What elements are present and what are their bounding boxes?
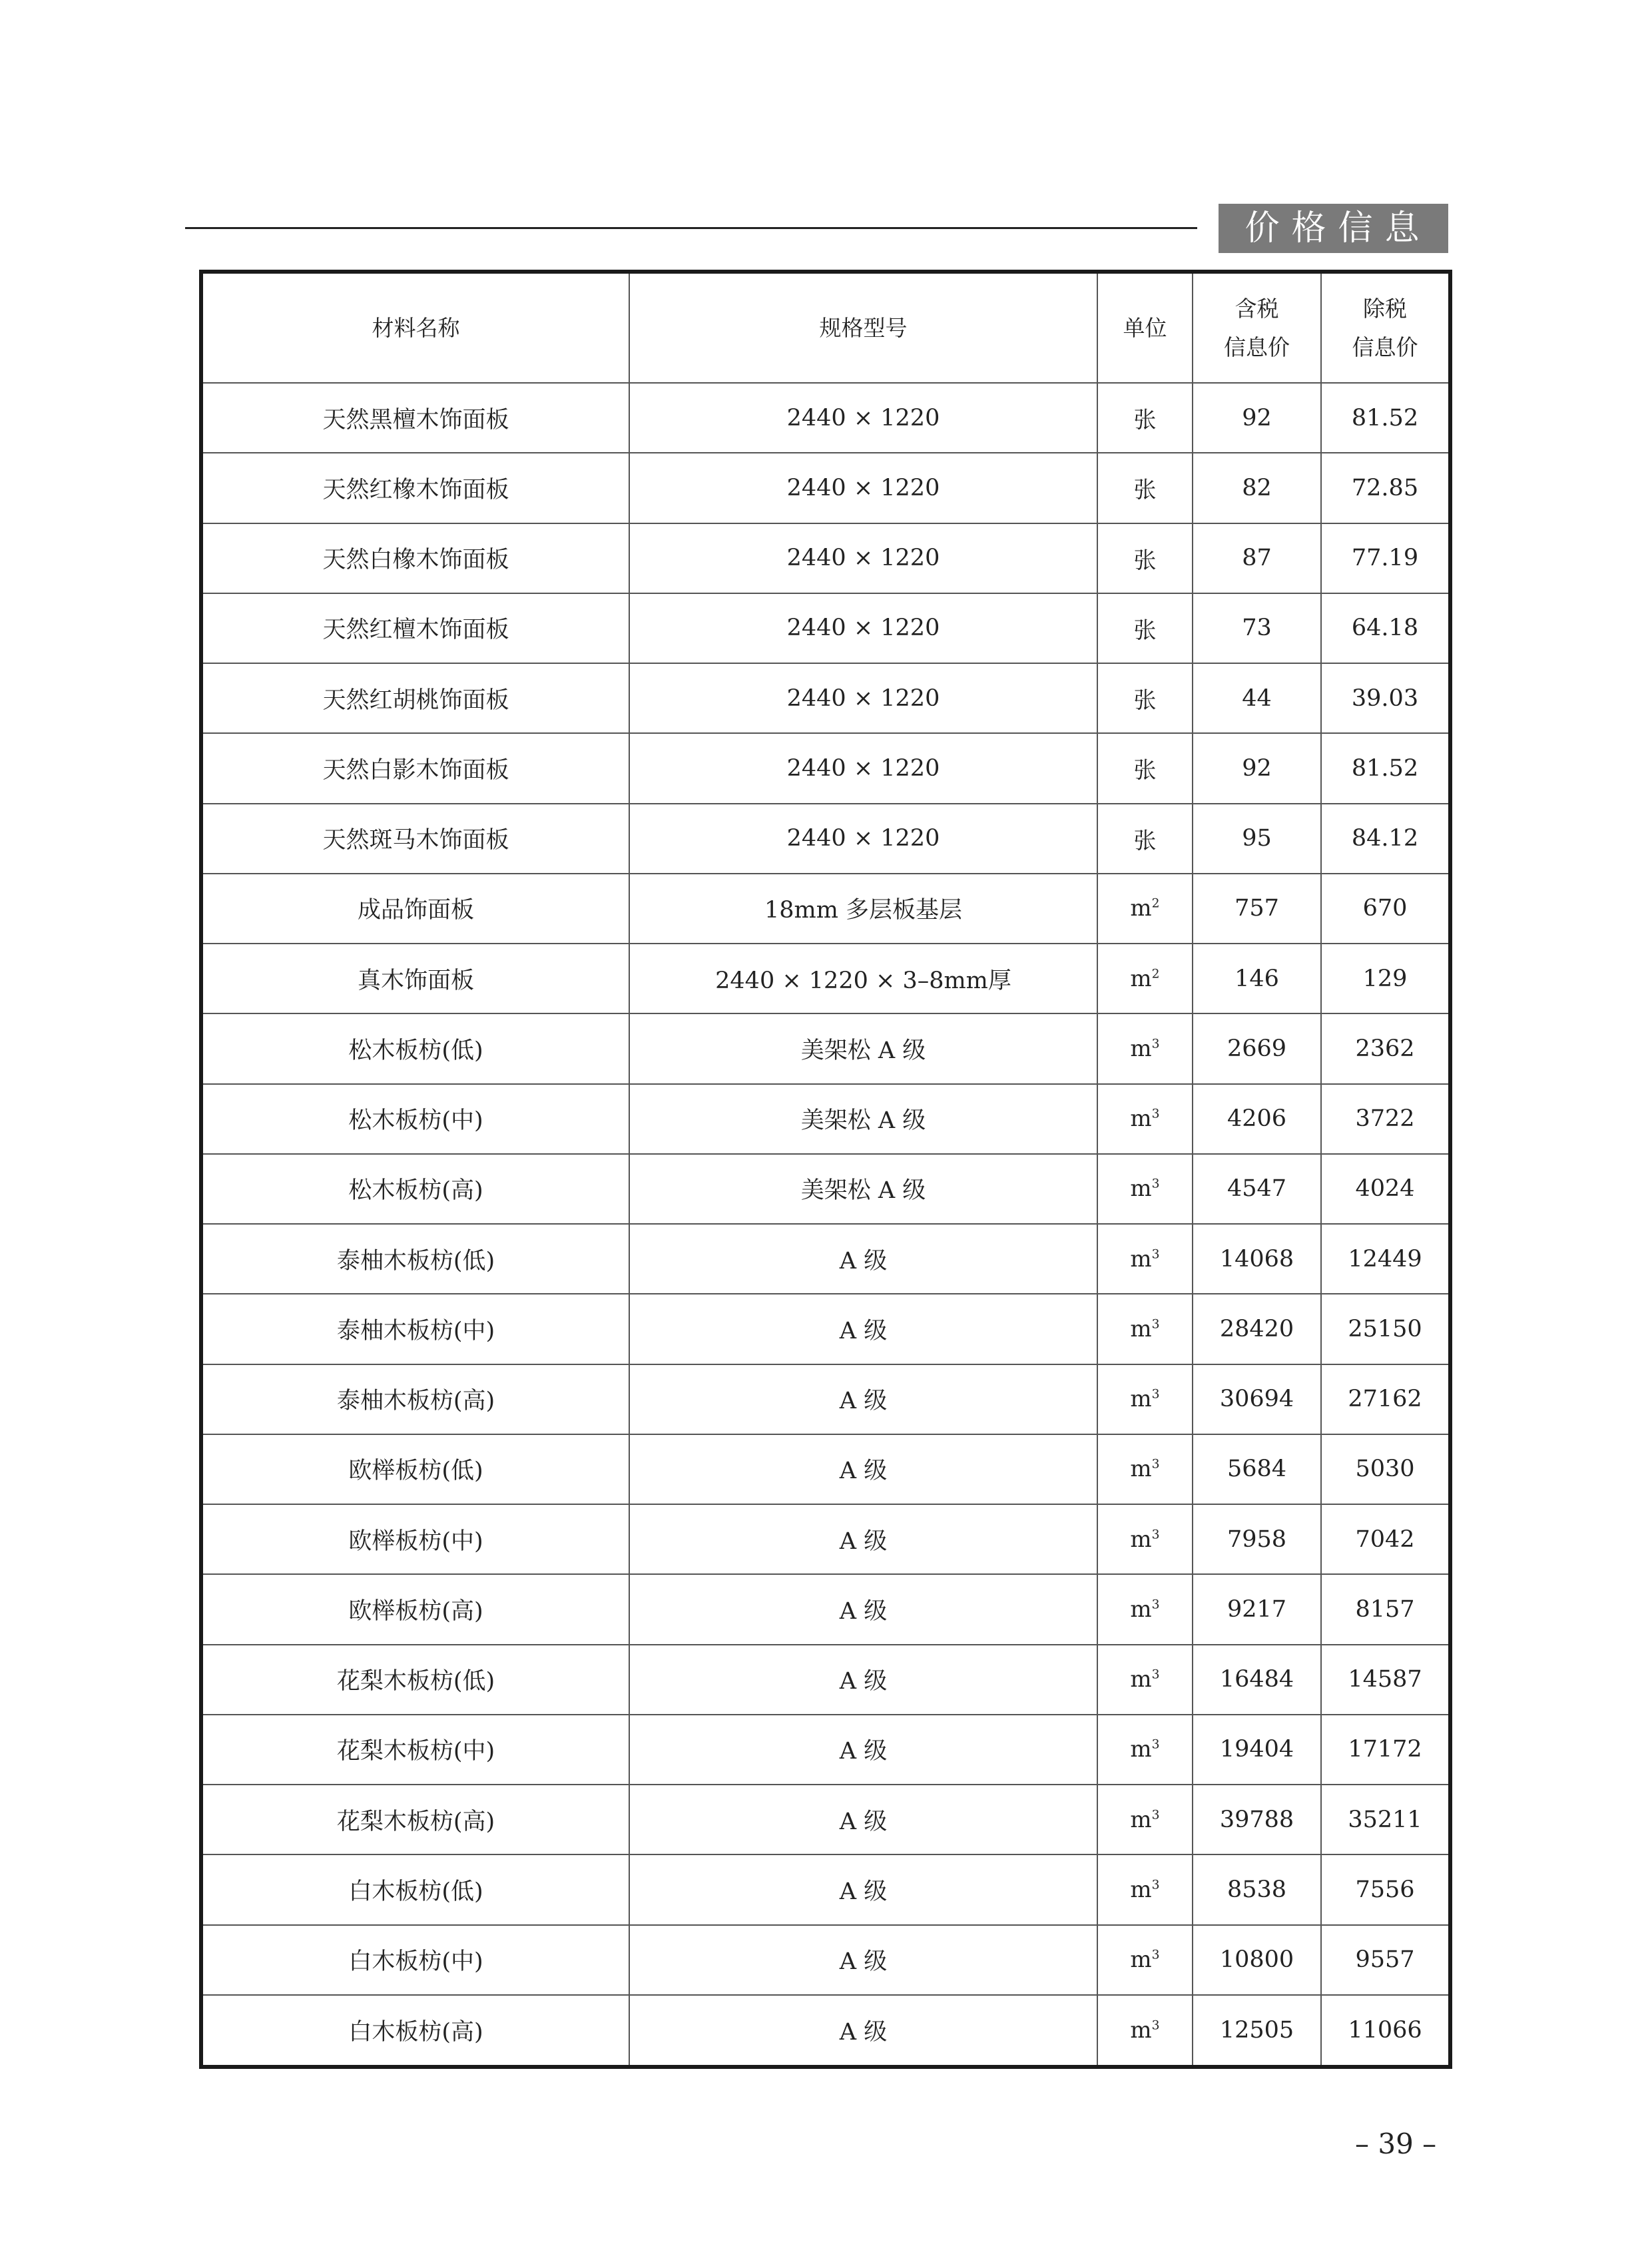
table-body [203,383,1448,2065]
unit-exponent: 2 [1151,897,1160,912]
cell-tax-excluded-price: 2362 [1321,1013,1448,1083]
cell-tax-excluded-price: 12449 [1321,1224,1448,1294]
cell-tax-included-price: 14068 [1193,1224,1321,1294]
header-tax-excluded-price [1321,274,1448,383]
cell-spec-model: A 级 [629,1574,1097,1644]
unit-exponent: 3 [1151,1738,1160,1753]
table-row [203,733,1448,803]
table-row [203,944,1448,1013]
unit-symbol: m [1130,1946,1152,1974]
cell-tax-excluded-price: 11066 [1321,1995,1448,2065]
cell-tax-excluded-price: 39.03 [1321,663,1448,733]
cell-tax-included-price: 146 [1193,944,1321,1013]
unit-symbol: 张 [1133,477,1157,504]
header-tax-included-line2: 信息价 [1224,334,1290,360]
cell-unit [1097,593,1193,663]
table-header-row [203,274,1448,383]
cell-tax-included-price: 5684 [1193,1434,1321,1504]
cell-unit [1097,1854,1193,1924]
cell-unit [1097,1504,1193,1574]
cell-material-name: 天然斑马木饰面板 [203,804,629,874]
unit-exponent: 3 [1151,1597,1160,1612]
cell-material-name: 天然黑檀木饰面板 [203,383,629,453]
cell-spec-model: 2440 × 1220 × 3–8mm厚 [629,944,1097,1013]
table-row [203,453,1448,523]
unit-symbol: m [1130,1245,1152,1272]
table-row [203,1013,1448,1083]
cell-tax-included-price: 4206 [1193,1084,1321,1154]
cell-tax-excluded-price: 35211 [1321,1785,1448,1854]
cell-tax-included-price: 44 [1193,663,1321,733]
cell-material-name: 泰柚木板枋(高) [203,1364,629,1434]
header-material-name: 材料名称 [203,274,629,383]
cell-tax-excluded-price: 8157 [1321,1574,1448,1644]
cell-spec-model: 2440 × 1220 [629,733,1097,803]
cell-spec-model: 2440 × 1220 [629,383,1097,453]
cell-unit [1097,383,1193,453]
unit-exponent: 3 [1151,1317,1160,1332]
cell-material-name: 天然红胡桃饰面板 [203,663,629,733]
cell-spec-model: 2440 × 1220 [629,453,1097,523]
cell-unit [1097,453,1193,523]
table-row [203,1294,1448,1364]
cell-unit [1097,1364,1193,1434]
cell-tax-excluded-price: 27162 [1321,1364,1448,1434]
cell-material-name: 真木饰面板 [203,944,629,1013]
cell-tax-excluded-price: 129 [1321,944,1448,1013]
cell-tax-excluded-price: 14587 [1321,1645,1448,1715]
table-row [203,1785,1448,1854]
table-row [203,1154,1448,1224]
unit-symbol: 张 [1133,757,1157,784]
cell-unit [1097,1013,1193,1083]
unit-symbol: m [1130,1526,1152,1553]
cell-spec-model: A 级 [629,1925,1097,1995]
cell-unit [1097,944,1193,1013]
unit-symbol: 张 [1133,407,1157,434]
cell-material-name: 白木板枋(高) [203,1995,629,2065]
cell-spec-model: A 级 [629,1645,1097,1715]
cell-unit [1097,1995,1193,2065]
header-rule [185,227,1197,229]
cell-unit [1097,523,1193,593]
cell-unit [1097,1084,1193,1154]
cell-unit [1097,1294,1193,1364]
unit-exponent: 3 [1151,1107,1160,1121]
unit-exponent: 3 [1151,1528,1160,1542]
cell-spec-model: 2440 × 1220 [629,663,1097,733]
table-row [203,804,1448,874]
cell-unit [1097,1645,1193,1715]
cell-tax-included-price: 8538 [1193,1854,1321,1924]
cell-material-name: 花梨木板枋(中) [203,1715,629,1785]
cell-material-name: 欧榉板枋(中) [203,1504,629,1574]
unit-symbol: 张 [1133,547,1157,574]
header-tax-excluded-line1: 除税 [1363,295,1407,322]
cell-material-name: 白木板枋(中) [203,1925,629,1995]
cell-tax-included-price: 87 [1193,523,1321,593]
unit-symbol: m [1130,1666,1152,1693]
unit-symbol: 张 [1133,687,1157,714]
table-row [203,523,1448,593]
cell-material-name: 天然白橡木饰面板 [203,523,629,593]
header-spec-model: 规格型号 [629,274,1097,383]
cell-unit [1097,1574,1193,1644]
table-row [203,1854,1448,1924]
cell-material-name: 松木板枋(低) [203,1013,629,1083]
table-row [203,1645,1448,1715]
cell-spec-model: 2440 × 1220 [629,593,1097,663]
cell-spec-model: 美架松 A 级 [629,1084,1097,1154]
unit-symbol: m [1130,1876,1152,1903]
cell-spec-model: 18mm 多层板基层 [629,874,1097,944]
cell-tax-included-price: 28420 [1193,1294,1321,1364]
cell-tax-included-price: 92 [1193,733,1321,803]
cell-tax-included-price: 12505 [1193,1995,1321,2065]
table-row [203,663,1448,733]
unit-symbol: m [1130,1456,1152,1483]
cell-material-name: 泰柚木板枋(低) [203,1224,629,1294]
table-row [203,1364,1448,1434]
cell-tax-included-price: 2669 [1193,1013,1321,1083]
cell-unit [1097,1785,1193,1854]
cell-spec-model: 2440 × 1220 [629,523,1097,593]
cell-spec-model: A 级 [629,1854,1097,1924]
unit-symbol: m [1130,1386,1152,1413]
cell-unit [1097,1154,1193,1224]
table-row [203,1504,1448,1574]
cell-tax-excluded-price: 81.52 [1321,383,1448,453]
unit-exponent: 3 [1151,2018,1160,2033]
unit-exponent: 3 [1151,1667,1160,1682]
table-row [203,1995,1448,2065]
cell-tax-excluded-price: 81.52 [1321,733,1448,803]
cell-material-name: 白木板枋(低) [203,1854,629,1924]
cell-spec-model: A 级 [629,1504,1097,1574]
unit-symbol: m [1130,1806,1152,1833]
cell-spec-model: 美架松 A 级 [629,1154,1097,1224]
table-row [203,1224,1448,1294]
cell-tax-excluded-price: 4024 [1321,1154,1448,1224]
table-row [203,593,1448,663]
cell-unit [1097,1224,1193,1294]
cell-material-name: 天然红橡木饰面板 [203,453,629,523]
table-row [203,1084,1448,1154]
cell-tax-excluded-price: 72.85 [1321,453,1448,523]
cell-tax-included-price: 757 [1193,874,1321,944]
cell-tax-included-price: 73 [1193,593,1321,663]
header-tax-excluded-line2: 信息价 [1352,334,1418,360]
cell-material-name: 泰柚木板枋(中) [203,1294,629,1364]
cell-tax-included-price: 95 [1193,804,1321,874]
cell-tax-excluded-price: 25150 [1321,1294,1448,1364]
cell-tax-included-price: 4547 [1193,1154,1321,1224]
cell-tax-excluded-price: 9557 [1321,1925,1448,1995]
section-title-badge: 价格信息 [1219,204,1448,253]
cell-tax-excluded-price: 3722 [1321,1084,1448,1154]
cell-unit [1097,874,1193,944]
unit-symbol: 张 [1133,827,1157,854]
page-number: – 39 – [1355,2127,1437,2160]
table-row [203,1434,1448,1504]
cell-material-name: 花梨木板枋(高) [203,1785,629,1854]
cell-tax-excluded-price: 670 [1321,874,1448,944]
cell-tax-excluded-price: 17172 [1321,1715,1448,1785]
cell-tax-excluded-price: 77.19 [1321,523,1448,593]
cell-spec-model: A 级 [629,1224,1097,1294]
cell-tax-excluded-price: 7042 [1321,1504,1448,1574]
unit-symbol: m [1130,1105,1152,1133]
cell-spec-model: A 级 [629,1785,1097,1854]
table-row [203,1574,1448,1644]
unit-symbol: m [1130,1736,1152,1763]
cell-tax-included-price: 10800 [1193,1925,1321,1995]
unit-symbol: m [1130,1035,1152,1062]
cell-tax-included-price: 7958 [1193,1504,1321,1574]
header-tax-included-line1: 含税 [1235,295,1279,322]
cell-unit [1097,1925,1193,1995]
cell-unit [1097,1434,1193,1504]
unit-exponent: 3 [1151,1037,1160,1051]
cell-spec-model: A 级 [629,1715,1097,1785]
cell-spec-model: A 级 [629,1995,1097,2065]
price-table-frame [199,270,1452,2069]
unit-symbol: m [1130,965,1152,992]
cell-tax-excluded-price: 64.18 [1321,593,1448,663]
cell-tax-excluded-price: 7556 [1321,1854,1448,1924]
unit-exponent: 3 [1151,1948,1160,1962]
cell-material-name: 成品饰面板 [203,874,629,944]
cell-tax-included-price: 92 [1193,383,1321,453]
cell-material-name: 欧榉板枋(低) [203,1434,629,1504]
cell-material-name: 天然红檀木饰面板 [203,593,629,663]
unit-exponent: 3 [1151,1247,1160,1262]
unit-symbol: 张 [1133,617,1157,644]
cell-material-name: 天然白影木饰面板 [203,733,629,803]
cell-tax-included-price: 30694 [1193,1364,1321,1434]
cell-tax-included-price: 9217 [1193,1574,1321,1644]
cell-tax-excluded-price: 5030 [1321,1434,1448,1504]
cell-spec-model: A 级 [629,1294,1097,1364]
unit-symbol: m [1130,1595,1152,1623]
cell-tax-included-price: 82 [1193,453,1321,523]
cell-unit [1097,733,1193,803]
cell-unit [1097,804,1193,874]
unit-exponent: 3 [1151,1878,1160,1892]
table-row [203,874,1448,944]
unit-symbol: m [1130,1175,1152,1203]
cell-tax-included-price: 16484 [1193,1645,1321,1715]
cell-material-name: 花梨木板枋(低) [203,1645,629,1715]
cell-spec-model: A 级 [629,1434,1097,1504]
cell-material-name: 松木板枋(高) [203,1154,629,1224]
cell-unit [1097,1715,1193,1785]
cell-spec-model: 美架松 A 级 [629,1013,1097,1083]
unit-exponent: 3 [1151,1177,1160,1192]
cell-tax-included-price: 39788 [1193,1785,1321,1854]
unit-exponent: 2 [1151,967,1160,982]
cell-spec-model: 2440 × 1220 [629,804,1097,874]
header-unit: 单位 [1097,274,1193,383]
cell-tax-excluded-price: 84.12 [1321,804,1448,874]
unit-symbol: m [1130,1315,1152,1342]
unit-symbol: m [1130,2016,1152,2044]
price-table [203,274,1448,2065]
cell-material-name: 欧榉板枋(高) [203,1574,629,1644]
cell-unit [1097,663,1193,733]
cell-spec-model: A 级 [629,1364,1097,1434]
header-tax-included-price [1193,274,1321,383]
unit-symbol: m [1130,895,1152,922]
cell-tax-included-price: 19404 [1193,1715,1321,1785]
table-row [203,1715,1448,1785]
unit-exponent: 3 [1151,1387,1160,1402]
unit-exponent: 3 [1151,1808,1160,1823]
table-row [203,383,1448,453]
cell-material-name: 松木板枋(中) [203,1084,629,1154]
table-row [203,1925,1448,1995]
unit-exponent: 3 [1151,1458,1160,1472]
